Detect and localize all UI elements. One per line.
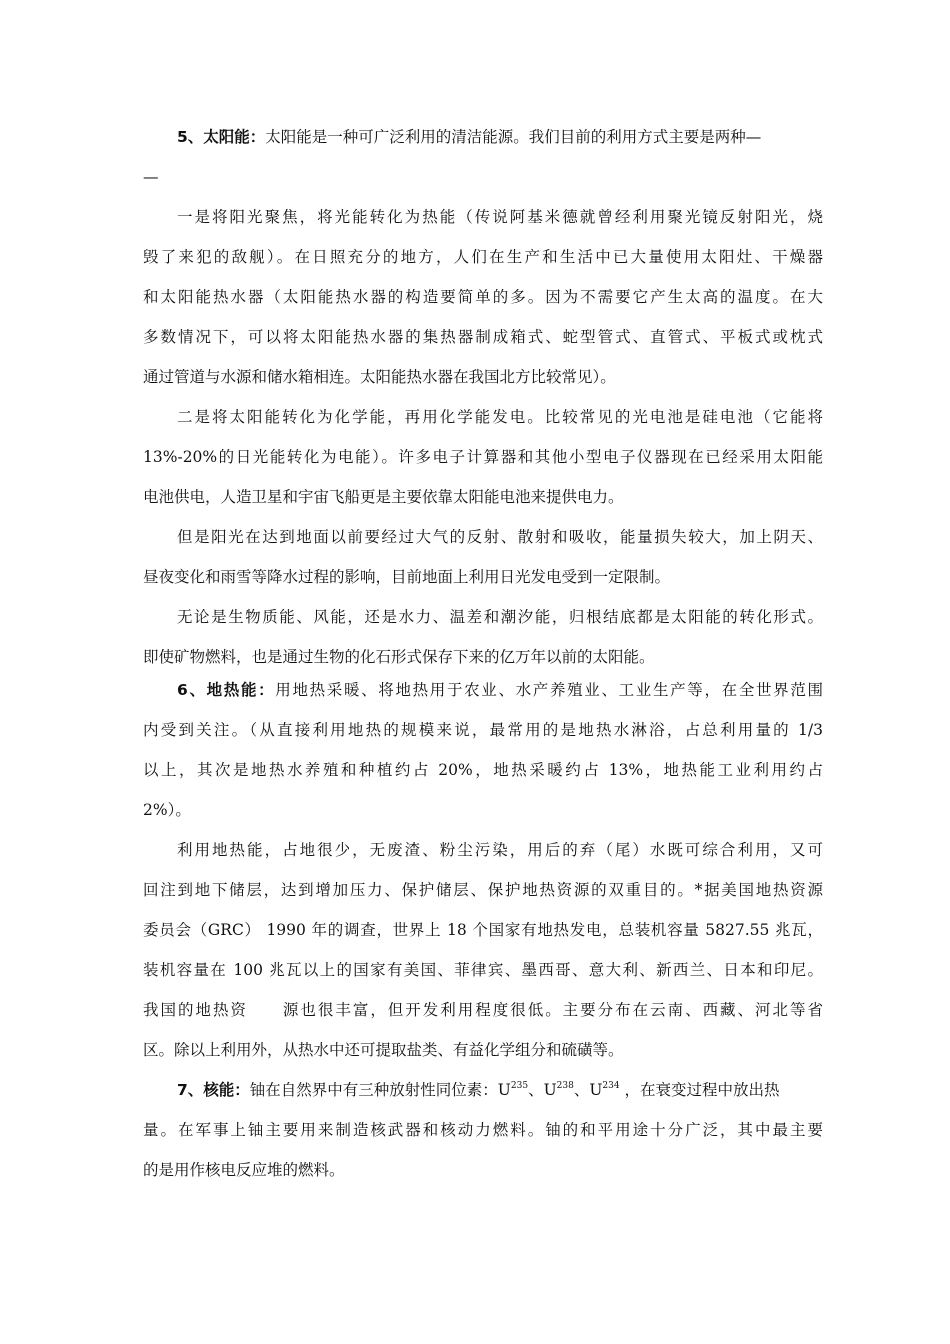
section-geothermal	[143, 670, 823, 1070]
paragraph-line: 区。除以上利用外，从热水中还可提取盐类、有益化学组分和硫磺等。	[143, 1041, 624, 1059]
paragraph-line: 委员会（GRC） 1990 年的调查，世界上 18 个国家有地热发电，总装机容量 5827.55 兆瓦，	[143, 921, 823, 939]
paragraph-line: 无论是生物质能、风能，还是水力、温差和潮汐能，归根结底都是太阳能的转化形式。	[177, 608, 823, 626]
nuclear-separator: 、U	[528, 1081, 557, 1099]
paragraph-line: 利用地热能，占地很少，无废渣、粉尘污染，用后的弃（尾）水既可综合利用，又可	[177, 841, 823, 859]
paragraph-line: 二是将太阳能转化为化学能，再用化学能发电。比较常见的光电池是硅电池（它能将	[177, 408, 823, 426]
paragraph-line: 量。在军事上铀主要用来制造核武器和核动力燃料。铀的和平用途十分广泛，其中最主要	[143, 1121, 823, 1139]
nuclear-text-b: ，在衰变过程中放出热	[619, 1081, 780, 1099]
paragraph-line: 电池供电，人造卫星和宇宙飞船更是主要依靠太阳能电池来提供电力。	[143, 488, 624, 506]
paragraph-line: 回注到地下储层，达到增加压力、保护储层、保护地热资源的双重目的。*据美国地热资源	[143, 881, 823, 899]
nuclear-separator: 、U	[573, 1081, 603, 1099]
paragraph-line: 我国的地热资 源也很丰富，但开发利用程度很低。主要分布在云南、西藏、河北等省	[143, 1001, 823, 1019]
isotope-superscript: 234	[602, 1081, 620, 1091]
isotope-superscript: 235	[510, 1081, 529, 1091]
solar-intro-continuation: —	[143, 168, 159, 186]
paragraph-line: 昼夜变化和雨雪等降水过程的影响，目前地面上利用日光发电受到一定限制。	[143, 568, 671, 586]
geo-intro-text: 用地热采暖、将地热用于农业、水产养殖业、工业生产等，在全世界范围	[275, 681, 823, 699]
solar-heading: 5、太阳能：	[177, 128, 266, 146]
solar-intro-line	[143, 117, 823, 157]
isotope-superscript: 238	[556, 1081, 574, 1091]
geo-heading: 6、地热能：	[177, 681, 276, 699]
section-nuclear	[143, 1070, 823, 1190]
paragraph-line: 以上，其次是地热水养殖和种植约占 20%，地热采暖约占 13%，地热能工业利用约占	[143, 761, 823, 779]
paragraph-line: 毁了来犯的敌舰）。在日照充分的地方，人们在生产和生活中已大量使用太阳灶、干燥器	[143, 248, 823, 266]
paragraph-line: 但是阳光在达到地面以前要经过大气的反射、散射和吸收，能量损失较大，加上阴天、	[177, 528, 823, 546]
nuclear-intro-line	[143, 1070, 823, 1110]
paragraph-line: 2%）。	[143, 801, 191, 819]
solar-intro-text: 太阳能是一种可广泛利用的清洁能源。我们目前的利用方式主要是两种—	[265, 128, 762, 146]
paragraph-line: 即使矿物燃料，也是通过生物的化石形式保存下来的亿万年以前的太阳能。	[143, 648, 655, 666]
paragraph-line: 和太阳能热水器（太阳能热水器的构造要简单的多。因为不需要它产生太高的温度。在大	[143, 288, 823, 306]
paragraph-line: 多数情况下，可以将太阳能热水器的集热器制成箱式、蛇型管式、直管式、平板式或枕式	[143, 328, 823, 346]
geo-intro-line	[143, 670, 823, 710]
paragraph-line: 内受到关注。（从直接利用地热的规模来说，最常用的是地热水淋浴，占总利用量的 1/3	[143, 721, 823, 739]
nuclear-heading: 7、核能：	[177, 1081, 250, 1099]
paragraph-line: 13%-20%的日光能转化为电能）。许多电子计算器和其他小型电子仪器现在已经采用太阳能	[143, 448, 823, 466]
paragraph-line: 的是用作核电反应堆的燃料。	[143, 1161, 345, 1179]
paragraph-line: 通过管道与水源和储水箱相连。太阳能热水器在我国北方比较常见）。	[143, 368, 616, 386]
paragraph-line: 装机容量在 100 兆瓦以上的国家有美国、菲律宾、墨西哥、意大利、新西兰、日本和印尼。	[143, 961, 823, 979]
section-solar	[143, 117, 823, 677]
paragraph-line: 一是将阳光聚焦，将光能转化为热能（传说阿基米德就曾经利用聚光镜反射阳光，烧	[177, 208, 823, 226]
nuclear-text-a: 铀在自然界中有三种放射性同位素：U	[249, 1081, 511, 1099]
